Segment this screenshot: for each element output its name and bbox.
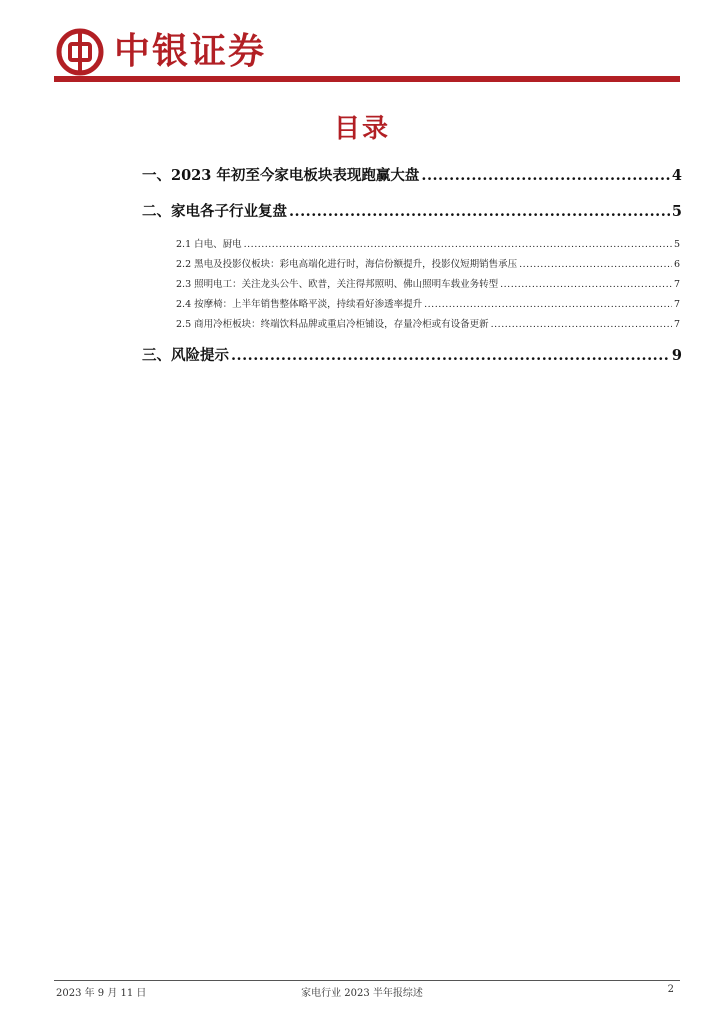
toc-leader-dots [491, 319, 672, 330]
page-header [56, 22, 680, 82]
toc-entry-text: 2.1 白电、厨电 [176, 239, 242, 250]
toc-title: 目录 [333, 114, 390, 144]
toc-entry-text: 2.3 照明电工：关注龙头公牛、欧普，关注得邦照明、佛山照明车载业务转型 [176, 279, 499, 290]
footer-divider [54, 980, 680, 981]
toc-entry-section-2-5[interactable] [176, 316, 680, 330]
toc-leader-dots [289, 203, 670, 220]
toc-entry-page: 5 [673, 239, 680, 250]
toc-entry-text: 三、风险提示 [142, 347, 229, 364]
toc-entry-page: 7 [673, 279, 680, 290]
toc-leader-dots [244, 239, 672, 250]
toc-leader-dots [231, 347, 670, 364]
toc-entry-page: 7 [673, 299, 680, 310]
header-divider [54, 76, 680, 82]
toc-entry-section-2-2[interactable] [176, 256, 680, 270]
footer-report-title: 家电行业 2023 半年报综述 [301, 988, 423, 999]
toc-leader-dots [424, 299, 672, 310]
toc-entry-page: 9 [671, 347, 682, 364]
toc-entry-section-3[interactable] [142, 344, 682, 365]
footer-date: 2023 年 9 月 11 日 [56, 988, 147, 999]
toc-leader-dots [500, 279, 672, 290]
toc-entry-text: 2.5 商用冷柜板块：终端饮料品牌或重启冷柜铺设，存量冷柜或有设备更新 [176, 319, 489, 330]
toc-entry-section-1[interactable] [142, 164, 682, 185]
toc-leader-dots [421, 167, 670, 184]
toc-entry-section-2[interactable] [142, 200, 682, 221]
bank-of-china-logo-icon [56, 28, 104, 76]
toc-leader-dots [519, 259, 672, 270]
toc-entry-text: 2.4 按摩椅：上半年销售整体略平淡，持续看好渗透率提升 [176, 299, 423, 310]
toc-entry-page: 4 [671, 167, 682, 184]
toc-entry-section-2-4[interactable] [176, 296, 680, 310]
toc-entry-section-2-3[interactable] [176, 276, 680, 290]
toc-entry-section-2-1[interactable] [176, 236, 680, 250]
toc-entry-page: 7 [673, 319, 680, 330]
footer-page-number: 2 [667, 984, 674, 995]
brand-name: 中银证券 [114, 31, 267, 72]
toc-entry-text: 二、家电各子行业复盘 [142, 203, 287, 220]
toc-entry-text: 一、2023 年初至今家电板块表现跑赢大盘 [142, 167, 420, 184]
toc-entry-text: 2.2 黑电及投影仪板块：彩电高端化进行时，海信份额提升，投影仪短期销售承压 [176, 259, 518, 270]
toc-entry-page: 5 [671, 203, 682, 220]
toc-entry-page: 6 [673, 259, 680, 270]
